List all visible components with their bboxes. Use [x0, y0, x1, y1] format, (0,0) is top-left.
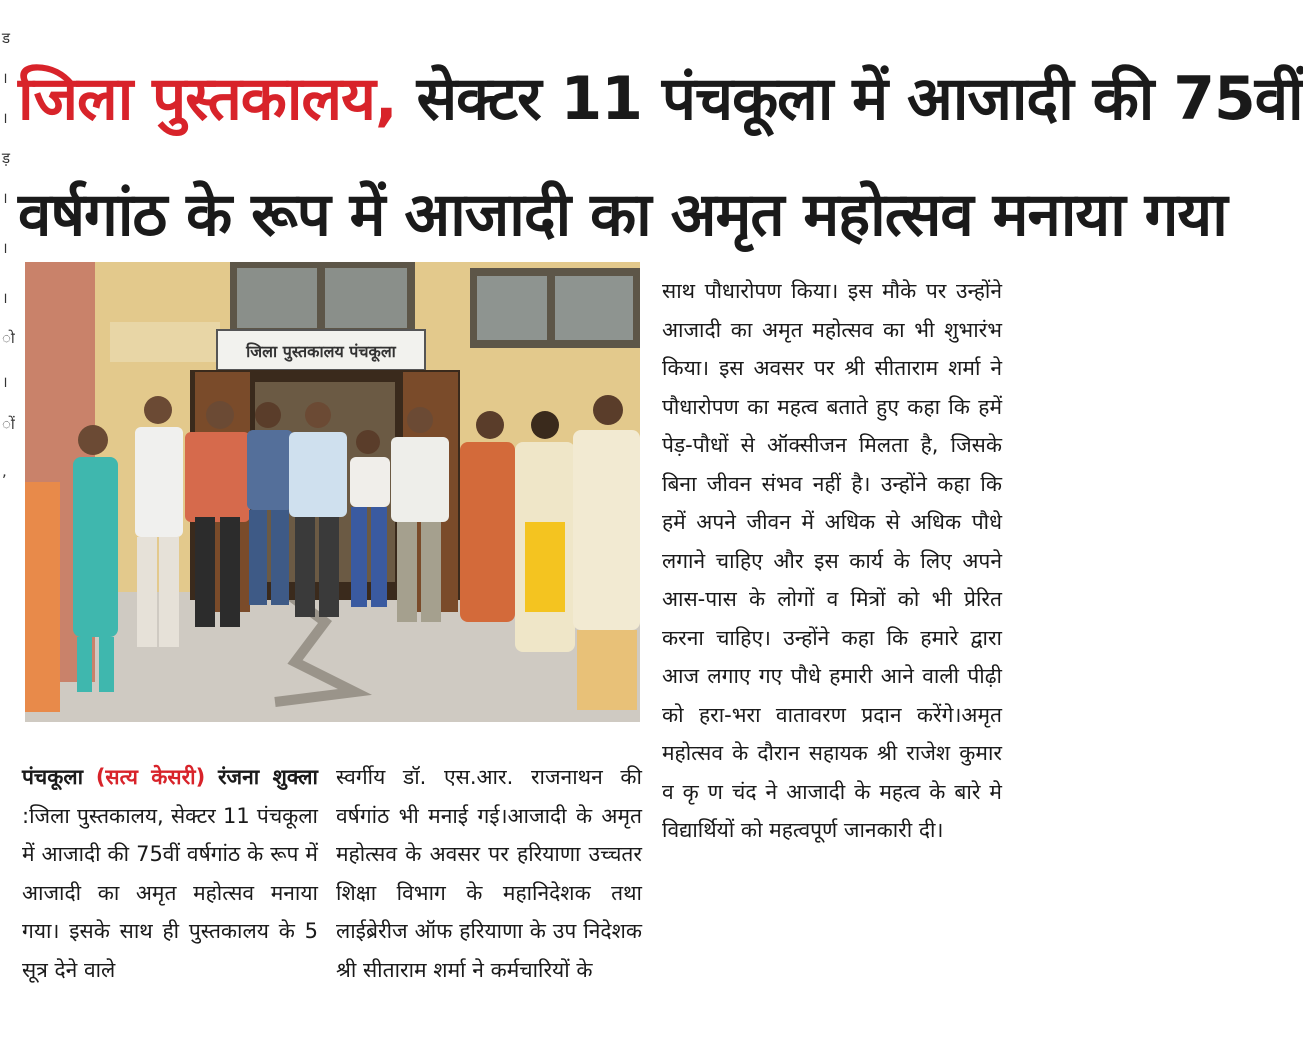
- adjacent-column-edge: ड । । ड़ । । । ो । ों ,: [2, 29, 15, 480]
- headline-line-1: [18, 64, 1303, 135]
- news-photo-illustration: [25, 262, 640, 722]
- article-text-col-1: :जिला पुस्तकालय, सेक्टर 11 पंचकूला में आजादी की 75वीं वर्षगांठ के रूप में आजादी का अमृत महोत्सव मनाया गया। इसके साथ ही पुस्तकालय के 5 सूत्र देने वाले: [22, 803, 318, 982]
- headline-line-2: वर्षगांठ के रूप में आजादी का अमृत महोत्सव मनाया गया: [18, 180, 1227, 251]
- article-column-3: [662, 272, 1002, 850]
- byline-paper: (सत्य केसरी): [95, 765, 206, 789]
- news-photo: [25, 262, 640, 722]
- byline-name: रंजना शुक्ला: [217, 765, 318, 789]
- byline-place: पंचकूला: [22, 765, 84, 789]
- headline-line-1-rest: सेक्टर 11 पंचकूला में आजादी की 75वीं: [396, 64, 1303, 135]
- headline-highlight: जिला पुस्तकालय,: [18, 64, 397, 135]
- article-text-col-3: साथ पौधारोपण किया। इस मौके पर उन्होंने आजादी का अमृत महोत्सव का भी शुभारंभ किया। इस अवसर पर श्री सीताराम शर्मा ने पौधारोपण का महत्व बताते हुए कहा कि हमें पेड़-पौधों से ऑक्सीजन मिलता है, जिसके बिना जीवन संभव नहीं है। उन्होंने कहा कि हमें अपने जीवन में अधिक से अधिक पौधे लगाने चाहिए और इस कार्य के लिए अपने आस-पास के लोगों व मित्रों को भी प्रेरित करना चाहिए। उन्होंने कहा कि हमारे द्वारा आज लगाए गए पौधे हमारी आने वाली पीढ़ी को हरा-भरा वातावरण प्रदान करेंगे।अमृत महोत्सव के दौरान सहायक श्री राजेश कुमार व कृ ण चंद ने आजादी के महत्व के बारे मे विद्यार्थियों को महत्वपूर्ण जानकारी दी।: [662, 279, 1002, 842]
- article-text-col-2: स्वर्गीय डॉ. एस.आर. राजनाथन की वर्षगांठ भी मनाई गई।आजादी के अमृत महोत्सव के अवसर पर हरियाणा उच्चतर शिक्षा विभाग के महानिदेशक तथा लाईब्रेरीज ऑफ हरियाणा के उप निदेशक श्री सीताराम शर्मा ने कर्मचारियों के: [336, 765, 642, 982]
- photo-sign-text: जिला पुस्तकालय पंचकूला: [246, 342, 396, 361]
- article-column-2: [336, 758, 642, 989]
- article-column-1: [22, 758, 318, 989]
